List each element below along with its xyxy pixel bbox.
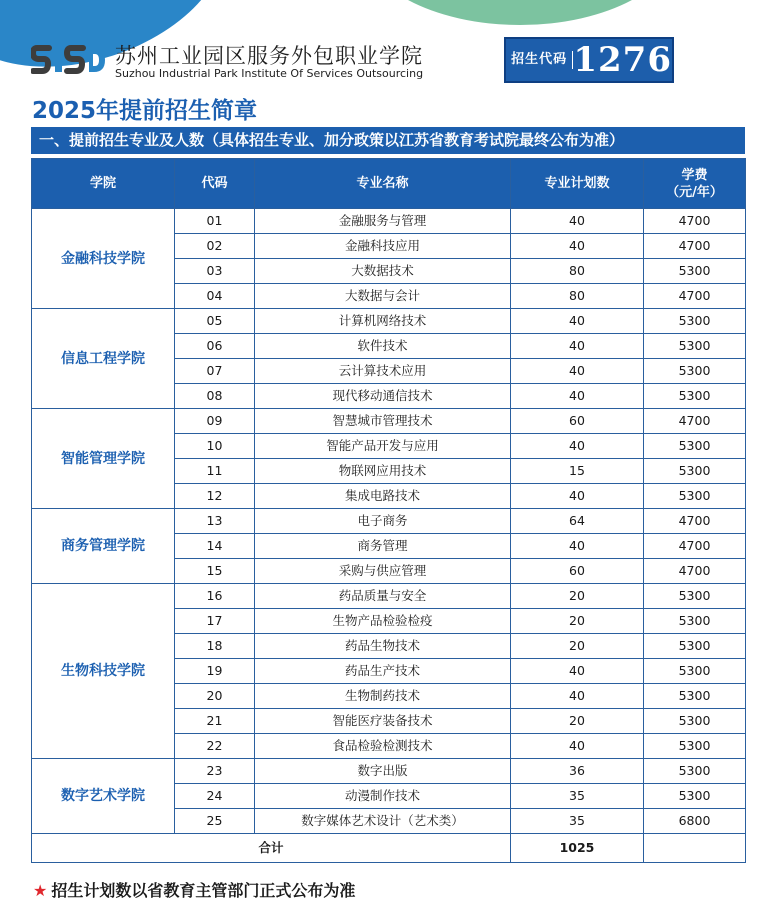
section-heading: 一、提前招生专业及人数（具体招生专业、加分政策以江苏省教育考试院最终公布为准） [31,127,745,154]
major-cell: 药品生产技术 [255,659,511,684]
plan-cell: 60 [511,409,644,434]
major-cell: 计算机网络技术 [255,309,511,334]
major-cell: 采购与供应管理 [255,559,511,584]
header-fee-line2: （元/年） [666,184,723,200]
plan-cell: 80 [511,284,644,309]
code-cell: 13 [175,509,255,534]
fee-cell: 5300 [644,384,746,409]
plan-cell: 60 [511,559,644,584]
code-cell: 04 [175,284,255,309]
major-cell: 生物产品检验检疫 [255,609,511,634]
major-cell: 动漫制作技术 [255,784,511,809]
major-cell: 云计算技术应用 [255,359,511,384]
code-cell: 23 [175,759,255,784]
major-cell: 大数据技术 [255,259,511,284]
code-cell: 22 [175,734,255,759]
footnote [33,878,355,901]
fee-cell: 4700 [644,284,746,309]
plan-cell: 80 [511,259,644,284]
fee-cell: 4700 [644,209,746,234]
plan-cell: 40 [511,359,644,384]
code-cell: 19 [175,659,255,684]
fee-cell: 5300 [644,584,746,609]
major-cell: 生物制药技术 [255,684,511,709]
code-cell: 17 [175,609,255,634]
enrollment-code-number: 1276 [573,40,672,80]
code-cell: 01 [175,209,255,234]
fee-cell: 5300 [644,259,746,284]
code-cell: 11 [175,459,255,484]
code-cell: 10 [175,434,255,459]
school-logo-icon [31,44,107,78]
code-cell: 12 [175,484,255,509]
plan-cell: 35 [511,809,644,834]
major-cell: 智能医疗装备技术 [255,709,511,734]
header-major: 专业名称 [255,159,511,209]
college-cell: 数字艺术学院 [32,759,175,834]
college-cell: 商务管理学院 [32,509,175,584]
major-cell: 集成电路技术 [255,484,511,509]
plan-cell: 64 [511,509,644,534]
fee-cell: 4700 [644,509,746,534]
college-cell: 金融科技学院 [32,209,175,309]
fee-cell: 5300 [644,734,746,759]
plan-cell: 40 [511,334,644,359]
header-college: 学院 [32,159,175,209]
plan-cell: 40 [511,659,644,684]
fee-cell: 4700 [644,409,746,434]
code-cell: 25 [175,809,255,834]
major-cell: 药品生物技术 [255,634,511,659]
fee-cell: 4700 [644,234,746,259]
total-plan: 1025 [511,834,644,863]
plan-cell: 40 [511,734,644,759]
major-cell: 数字媒体艺术设计（艺术类） [255,809,511,834]
page-title: 2025年提前招生简章 [32,98,258,124]
fee-cell: 5300 [644,609,746,634]
plan-cell: 20 [511,609,644,634]
fee-cell: 5300 [644,684,746,709]
total-row [32,834,746,863]
enrollment-table [31,158,746,863]
fee-cell: 5300 [644,709,746,734]
code-cell: 06 [175,334,255,359]
table-row [32,309,746,334]
plan-cell: 40 [511,209,644,234]
fee-cell: 5300 [644,334,746,359]
footnote-text: 招生计划数以省教育主管部门正式公布为准 [51,881,356,900]
star-icon: ★ [33,881,48,900]
table-row [32,409,746,434]
code-cell: 08 [175,384,255,409]
table-row [32,584,746,609]
code-cell: 09 [175,409,255,434]
plan-cell: 40 [511,684,644,709]
code-cell: 05 [175,309,255,334]
fee-cell: 4700 [644,559,746,584]
plan-cell: 20 [511,634,644,659]
fee-cell: 5300 [644,359,746,384]
header-plan: 专业计划数 [511,159,644,209]
table-row [32,509,746,534]
college-cell: 智能管理学院 [32,409,175,509]
college-cell: 生物科技学院 [32,584,175,759]
major-cell: 数字出版 [255,759,511,784]
fee-cell: 4700 [644,534,746,559]
fee-cell: 6800 [644,809,746,834]
fee-cell: 5300 [644,434,746,459]
table-row [32,209,746,234]
code-cell: 20 [175,684,255,709]
school-name-en: Suzhou Industrial Park Institute Of Services Outsourcing [115,67,424,80]
code-cell: 14 [175,534,255,559]
plan-cell: 40 [511,384,644,409]
fee-cell: 5300 [644,309,746,334]
code-cell: 24 [175,784,255,809]
table-row [32,759,746,784]
plan-cell: 40 [511,234,644,259]
code-cell: 21 [175,709,255,734]
header-fee [644,159,746,209]
plan-cell: 40 [511,309,644,334]
table-header-row [32,159,746,209]
enrollment-code-label: 招生代码 [506,51,573,69]
major-cell: 商务管理 [255,534,511,559]
fee-cell: 5300 [644,784,746,809]
major-cell: 金融服务与管理 [255,209,511,234]
plan-cell: 40 [511,484,644,509]
major-cell: 智慧城市管理技术 [255,409,511,434]
major-cell: 食品检验检测技术 [255,734,511,759]
major-cell: 物联网应用技术 [255,459,511,484]
major-cell: 金融科技应用 [255,234,511,259]
plan-cell: 40 [511,534,644,559]
plan-cell: 40 [511,434,644,459]
fee-cell: 5300 [644,659,746,684]
plan-cell: 15 [511,459,644,484]
major-cell: 现代移动通信技术 [255,384,511,409]
plan-cell: 36 [511,759,644,784]
major-cell: 软件技术 [255,334,511,359]
plan-cell: 20 [511,709,644,734]
fee-cell: 5300 [644,484,746,509]
plan-cell: 20 [511,584,644,609]
header-code: 代码 [175,159,255,209]
code-cell: 16 [175,584,255,609]
major-cell: 药品质量与安全 [255,584,511,609]
major-cell: 智能产品开发与应用 [255,434,511,459]
decorative-green-shape [360,0,680,25]
fee-cell: 5300 [644,634,746,659]
major-cell: 大数据与会计 [255,284,511,309]
major-cell: 电子商务 [255,509,511,534]
fee-cell: 5300 [644,459,746,484]
code-cell: 02 [175,234,255,259]
header-fee-line1: 学费 [681,167,708,183]
enrollment-code-badge [504,37,674,83]
college-cell: 信息工程学院 [32,309,175,409]
plan-cell: 35 [511,784,644,809]
code-cell: 18 [175,634,255,659]
code-cell: 03 [175,259,255,284]
code-cell: 07 [175,359,255,384]
total-label: 合计 [32,834,511,863]
fee-cell: 5300 [644,759,746,784]
total-fee-empty [644,834,746,863]
code-cell: 15 [175,559,255,584]
school-name-cn: 苏州工业园区服务外包职业学院 [115,44,423,68]
